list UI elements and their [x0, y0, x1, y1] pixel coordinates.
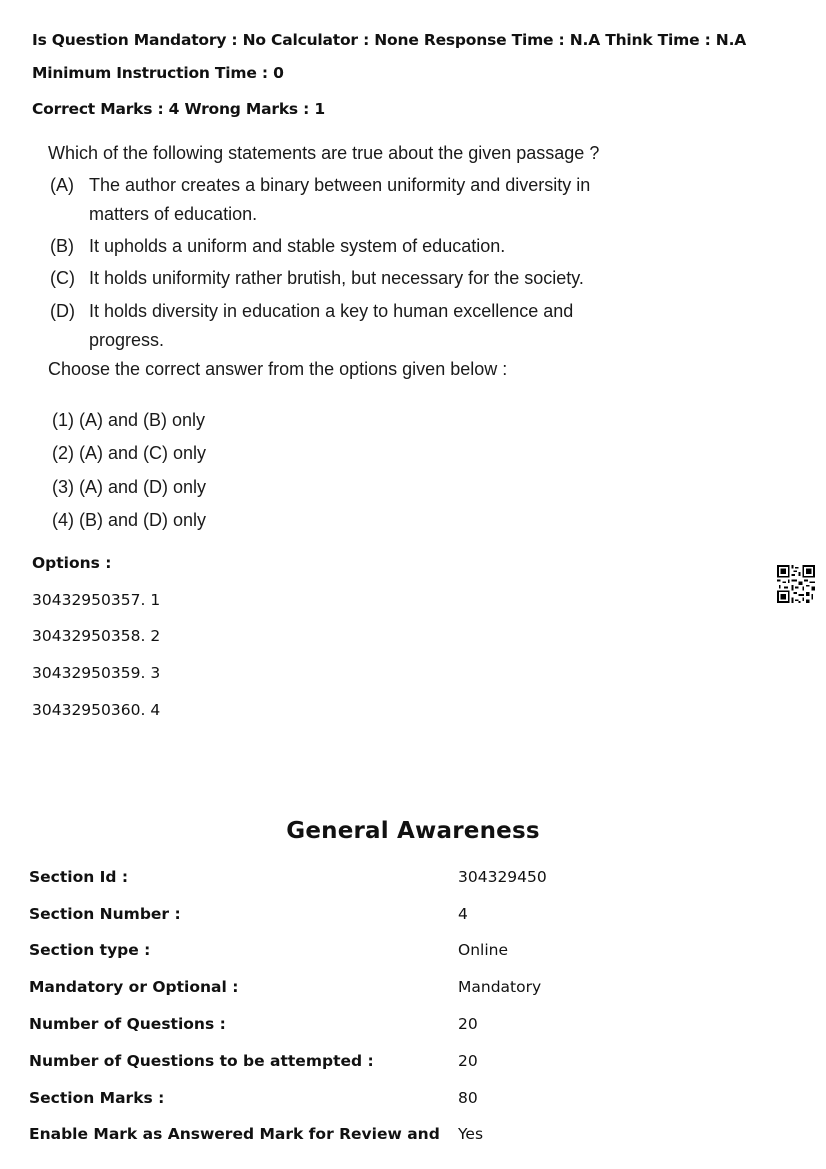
info-value: 20: [458, 1015, 478, 1033]
option-item: 30432950357. 1: [32, 591, 161, 609]
info-value: Online: [458, 941, 508, 959]
statement-label: (D): [50, 301, 75, 321]
info-label: Section Id :: [29, 868, 129, 886]
question-meta-line: Is Question Mandatory : No Calculator : None Response Time : N.A Think Time : N.A: [32, 31, 747, 49]
info-value: Yes: [458, 1125, 484, 1143]
answer-choice: (3) (A) and (D) only: [52, 477, 207, 497]
statement-text: It holds uniformity rather brutish, but necessary for the society.: [89, 268, 584, 288]
info-value: 304329450: [458, 868, 547, 886]
answer-instruction: Choose the correct answer from the options given below :: [48, 359, 508, 379]
marks-line: Correct Marks : 4 Wrong Marks : 1: [32, 100, 325, 118]
info-label: Mandatory or Optional :: [29, 978, 239, 996]
info-value: 4: [458, 905, 468, 923]
option-item: 30432950358. 2: [32, 627, 161, 645]
statement-text: It upholds a uniform and stable system of education.: [89, 236, 506, 256]
statement-text: The author creates a binary between uniformity and diversity in: [89, 175, 591, 195]
statement-text: progress.: [89, 330, 165, 350]
info-label: Enable Mark as Answered Mark for Review and: [29, 1125, 440, 1143]
statement-label: (B): [50, 236, 74, 256]
info-value: 80: [458, 1089, 478, 1107]
statement-label: (A): [50, 175, 74, 195]
statement-text: It holds diversity in education a key to human excellence and: [89, 301, 574, 321]
section-title: General Awareness: [286, 818, 540, 844]
info-label: Section Number :: [29, 905, 181, 923]
info-label: Number of Questions :: [29, 1015, 226, 1033]
statement-text: matters of education.: [89, 204, 258, 224]
info-label: Number of Questions to be attempted :: [29, 1052, 374, 1070]
instruction-time-line: Minimum Instruction Time : 0: [32, 64, 284, 82]
option-item: 30432950360. 4: [32, 701, 161, 719]
answer-choice: (4) (B) and (D) only: [52, 510, 207, 530]
info-label: Section Marks :: [29, 1089, 165, 1107]
statement-label: (C): [50, 268, 75, 288]
answer-choice: (2) (A) and (C) only: [52, 443, 207, 463]
info-label: Section type :: [29, 941, 151, 959]
options-heading: Options :: [32, 554, 112, 572]
question-stem: Which of the following statements are true about the given passage ?: [48, 143, 600, 163]
answer-choice: (1) (A) and (B) only: [52, 410, 206, 430]
qr-code-icon: [777, 565, 815, 603]
info-value: Mandatory: [458, 978, 542, 996]
option-item: 30432950359. 3: [32, 664, 161, 682]
info-value: 20: [458, 1052, 478, 1070]
